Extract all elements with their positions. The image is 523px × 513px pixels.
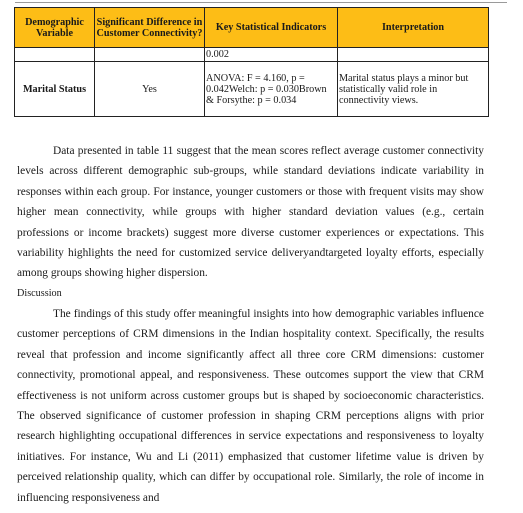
interpretation-cell: Marital status plays a minor but statistically valid role in connectivity views. bbox=[338, 62, 489, 117]
top-rule bbox=[15, 2, 507, 3]
indicators-cell: ANOVA: F = 4.160, p = 0.042Welch: p = 0.030Brown & Forsythe: p = 0.034 bbox=[205, 62, 338, 117]
table-header-row bbox=[15, 8, 489, 48]
significance-cell: Yes bbox=[95, 62, 205, 117]
variable-cell: Marital Status bbox=[15, 62, 95, 117]
header-interpretation: Interpretation bbox=[338, 8, 489, 48]
header-demographic-variable: Demographic Variable bbox=[15, 8, 95, 48]
header-significant-difference: Significant Difference in Customer Connectivity? bbox=[95, 8, 205, 48]
table-cell-empty bbox=[15, 48, 95, 62]
paragraph-table-summary: Data presented in table 11 suggest that the mean scores reflect average customer connectivity levels across different demographic sub-groups, while standard deviations indicate variability in responses within each group. For instance, younger customers or those with frequent visits may show higher mean connectivity, while groups with higher standard deviation values (e.g., certain professions or income brackets) suggest more diverse customer experiences or expectations. This variability highlights the need for customized service deliveryandtargeted loyalty efforts, especially among groups showing higher dispersion. bbox=[17, 145, 484, 280]
paragraph-discussion: The findings of this study offer meaningful insights into how demographic variables influence customer perceptions of CRM dimensions in the Indian hospitality context. Specifically, the results reveal that profession and income significantly affect all three core CRM dimensions: customer connectivity, promotional appeal, and responsiveness. These outcomes support the view that CRM effectiveness is not uniform across customer groups but is shaped by socioeconomic characteristics. The observed significance of customer profession in shaping CRM perceptions aligns with prior research highlighting occupational differences in service expectations and responsiveness to loyalty initiatives. For instance, Wu and Li (2011) emphasized that customer lifetime value is driven by perceived relationship quality, which can differ by occupational role. Similarly, the role of income in influencing responsiveness and bbox=[17, 308, 484, 504]
header-key-statistical-indicators: Key Statistical Indicators bbox=[205, 8, 338, 48]
results-table bbox=[14, 7, 489, 117]
table-cell-empty bbox=[338, 48, 489, 62]
table-row bbox=[15, 48, 489, 62]
discussion-heading: Discussion bbox=[17, 288, 62, 299]
table-row-marital-status bbox=[15, 62, 489, 117]
table-cell-empty bbox=[95, 48, 205, 62]
indicators-cell-top: 0.002 bbox=[205, 48, 338, 62]
